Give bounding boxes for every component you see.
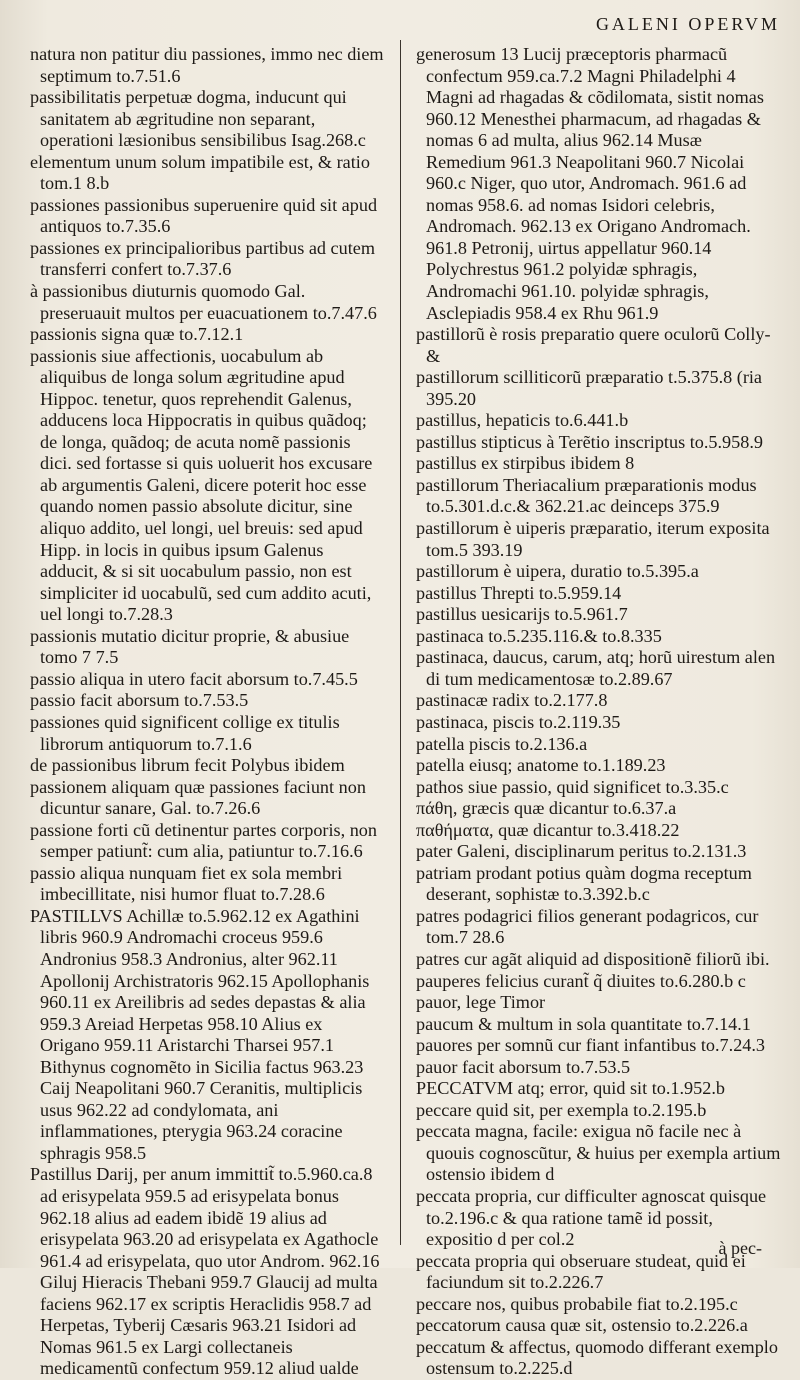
index-entry: pastinaca to.5.235.116.& to.8.335 bbox=[416, 625, 662, 646]
index-entry: peccata propria qui obseruare studeat, quid ei faciundum sit to.2.226.7 bbox=[416, 1250, 746, 1293]
index-entry: generosum 13 Lucij præceptoris pharmacũ confectum 959.ca.7.2 Magni Philadelphi 4 Magni ad rhagadas & cõdilomata, sistit nomas 960.12 Menesthei pharmacum, ad rhagadas & nomas 6 ad multa, alius 962.14 Musæ Remedium 961.3 Neapolitani 960.7 Nicolai 960.c Niger, quo utor, Andromach. 961.6 ad nomas 958.6. ad nomas Isidori celebris, Andromach. 962.13 ex Origano Andromach. 961.8 Petronij, uirtus appellatur 960.14 Polychrestus 961.2 polyidæ sphragis, Andromachi 961.10. polyidæ sphragis, Asclepiadis 958.4 ex Rhu 961.9 bbox=[416, 44, 764, 323]
index-entry: passio facit aborsum to.7.53.5 bbox=[30, 690, 249, 711]
index-entry: pastinaca, piscis to.2.119.35 bbox=[416, 711, 621, 732]
index-entry: peccata magna, facile: exigua nõ facile nec à quouis cognoscũtur, & huius per exempla artium ostensio ibidem d bbox=[416, 1121, 781, 1185]
index-entry: passio aliqua in utero facit aborsum to.7.45.5 bbox=[30, 668, 358, 689]
index-entry: passibilitatis perpetuæ dogma, inducunt qui sanitatem ab ægritudine non separant, operationi læsionibus sensibilibus Isag.268.c bbox=[30, 87, 366, 151]
running-header: GALENI OPERVM bbox=[595, 14, 780, 34]
index-entry: passionem aliquam quæ passiones faciunt non dicuntur sanare, Gal. to.7.26.6 bbox=[30, 776, 366, 819]
index-entry: elementum unum solum impatibile est, & ratio tom.1 8.b bbox=[30, 151, 370, 194]
index-entry: passiones quid significent collige ex titulis librorum antiquorum to.7.1.6 bbox=[30, 711, 340, 754]
index-entry: peccatorum causa quæ sit, ostensio to.2.226.a bbox=[416, 1315, 748, 1336]
index-entry: à passionibus diuturnis quomodo Gal. preseruauit multos per euacuationem to.7.47.6 bbox=[30, 281, 377, 323]
index-entry: natura non patitur diu passiones, immo nec diem septimum to.7.51.6 bbox=[30, 44, 384, 86]
index-entry: pastillus stipticus à Terẽtio inscriptus to.5.958.9 bbox=[416, 431, 763, 452]
index-entry: passionis siue affectionis, uocabulum ab aliquibus de longa solum ægritudine apud Hippoc. tenetur, quos reprehendit Galenus, adducens loca Hippocratis in quibus quãdoq; de longa, quãdoq; de acuta nomẽ passionis dici. sed fortasse si quis uoluerit hos excusare ab argumentis Galeni, dicere poterit hoc esse quando nomen passio absolute dicitur, sine aliquo addito, uel longi, uel breuis: sed apud Hipp. in locis in quibus ipsum Galenus adducit, & si sit uocabulum passio, non est simpliciter id uocabulũ, sed cum addito acuti, uel longi to.7.28.3 bbox=[30, 345, 373, 625]
index-entry: peccatum & affectus, quomodo differant exemplo ostensum to.2.225.d bbox=[416, 1336, 778, 1379]
index-entry: pater Galeni, disciplinarum peritus to.2.131.3 bbox=[416, 841, 747, 862]
index-entry: passionis mutatio dicitur proprie, & abusiue tomo 7 7.5 bbox=[30, 625, 350, 668]
index-entry: Pastillus Darij, per anum immittit̃ to.5.960.ca.8 ad erisypelata 959.5 ad erisypelata bonus 962.18 alius ad eadem ibidẽ 19 alius ad erisypelata 963.20 ad erisypelata ex Agathocle 961.4 ad erisypelata, quo utor Androm. 962.16 Giluj Hieracis Thebani 959.7 Glaucij ad multa faciens 962.17 ex scriptis Heraclidis 958.7 ad Herpetas, Tyberij Cæsaris 963.21 Isidori ad Nomas 961.5 ex Largi collectaneis medicamentũ confectum 959.12 aliud ualde bbox=[30, 1164, 380, 1379]
index-entry: passio aliqua nunquam fiet ex sola membri imbecillitate, nisi humor fluat to.7.28.6 bbox=[30, 862, 343, 905]
index-entry: pastillorum è uipera, duratio to.5.395.a bbox=[416, 561, 699, 582]
index-entry: patella eiusq; anatome to.1.189.23 bbox=[416, 755, 666, 776]
index-entry: παθήματα, quæ dicantur to.3.418.22 bbox=[416, 819, 680, 840]
index-entry: pastinaca, daucus, carum, atq; horũ uirestum alen di tum medicamentosæ to.2.89.67 bbox=[416, 647, 776, 689]
index-entry: pauperes felicius curant̃ q̃ diuites to.6.280.b c bbox=[416, 970, 746, 991]
index-entry: patres cur agãt aliquid ad dispositionẽ filiorũ ibi. bbox=[416, 948, 770, 969]
index-entry: patres podagrici filios generant podagricos, cur tom.7 28.6 bbox=[416, 905, 759, 948]
index-column-left bbox=[30, 44, 384, 1380]
index-entry: peccare quid sit, per exempla to.2.195.b bbox=[416, 1099, 707, 1120]
index-entry: pauores per somnũ cur fiant infantibus to.7.24.3 bbox=[416, 1035, 766, 1056]
index-entry: pastillus uesicarijs to.5.961.7 bbox=[416, 604, 628, 625]
index-entry: patella piscis to.2.136.a bbox=[416, 733, 588, 754]
index-entry: pathos siue passio, quid significet to.3.35.c bbox=[416, 776, 729, 797]
index-entry: PECCATVM atq; error, quid sit to.1.952.b bbox=[416, 1078, 725, 1099]
index-entry: pauor, lege Timor bbox=[416, 992, 546, 1013]
index-entry: pastillorum è uiperis præparatio, iterum exposita tom.5 393.19 bbox=[416, 518, 770, 560]
index-entry: paucum & multum in sola quantitate to.7.14.1 bbox=[416, 1013, 751, 1034]
index-entry: pastillus ex stirpibus ibidem 8 bbox=[416, 453, 635, 474]
index-entry: pastillorũ è rosis preparatio quere oculorũ Colly- & bbox=[416, 324, 771, 366]
index-entry: PASTILLVS Achillæ to.5.962.12 ex Agathini libris 960.9 Andromachi croceus 959.6 Andronius 958.3 Andronius, alter 962.11 Apollonij Archistratoris 962.15 Apollophanis 960.11 ex Areilibris ad sedes depastas & alia 959.3 Areiad Herpetas 958.10 Alius ex Origano 959.11 Aristarchi Tharsei 957.1 Bithynus cognomẽto in Sicilia factus 963.23 Caij Neapolitani 960.7 Ceranitis, multiplicis usus 962.22 ad condylomata, ani inflammationes, pterygia 963.24 coracine sphragis 958.5 bbox=[30, 905, 370, 1163]
index-entry: pastillus Threpti to.5.959.14 bbox=[416, 582, 622, 603]
index-column-right bbox=[416, 44, 784, 1380]
index-entry: passione forti cũ detinentur partes corporis, non semper patiunt̃: cum alia, patiuntur to.7.16.6 bbox=[30, 819, 377, 862]
index-entry: patriam prodant potius quàm dogma receptum deserant, sophistæ to.3.392.b.c bbox=[416, 862, 752, 905]
index-entry: passiones ex principalioribus partibus ad cutem transferri confert to.7.37.6 bbox=[30, 237, 375, 280]
index-entry: de passionibus librum fecit Polybus ibidem bbox=[30, 755, 345, 776]
index-entry: pastillorum scilliticorũ præparatio t.5.375.8 (ria 395.20 bbox=[416, 367, 762, 409]
column-divider bbox=[400, 40, 401, 1245]
index-entry: πάθη, græcis quæ dicantur to.6.37.a bbox=[416, 798, 677, 819]
index-entry: passionis signa quæ to.7.12.1 bbox=[30, 324, 244, 345]
index-entry: pastinacæ radix to.2.177.8 bbox=[416, 690, 608, 711]
index-entry: passiones passionibus superuenire quid sit apud antiquos to.7.35.6 bbox=[30, 194, 378, 237]
index-entry: pastillorum Theriacalium præparationis modus to.5.301.d.c.& 362.21.ac deinceps 375.9 bbox=[416, 474, 757, 517]
index-entry: peccare nos, quibus probabile fiat to.2.195.c bbox=[416, 1293, 738, 1314]
index-entry: pastillus, hepaticis to.6.441.b bbox=[416, 410, 629, 431]
index-entry: pauor facit aborsum to.7.53.5 bbox=[416, 1056, 631, 1077]
index-entry: peccata propria, cur difficulter agnoscat quisque to.2.196.c & qua ratione tamẽ id possit, expositio d per col.2 bbox=[416, 1185, 767, 1250]
catchword: à pec- bbox=[718, 1238, 762, 1258]
